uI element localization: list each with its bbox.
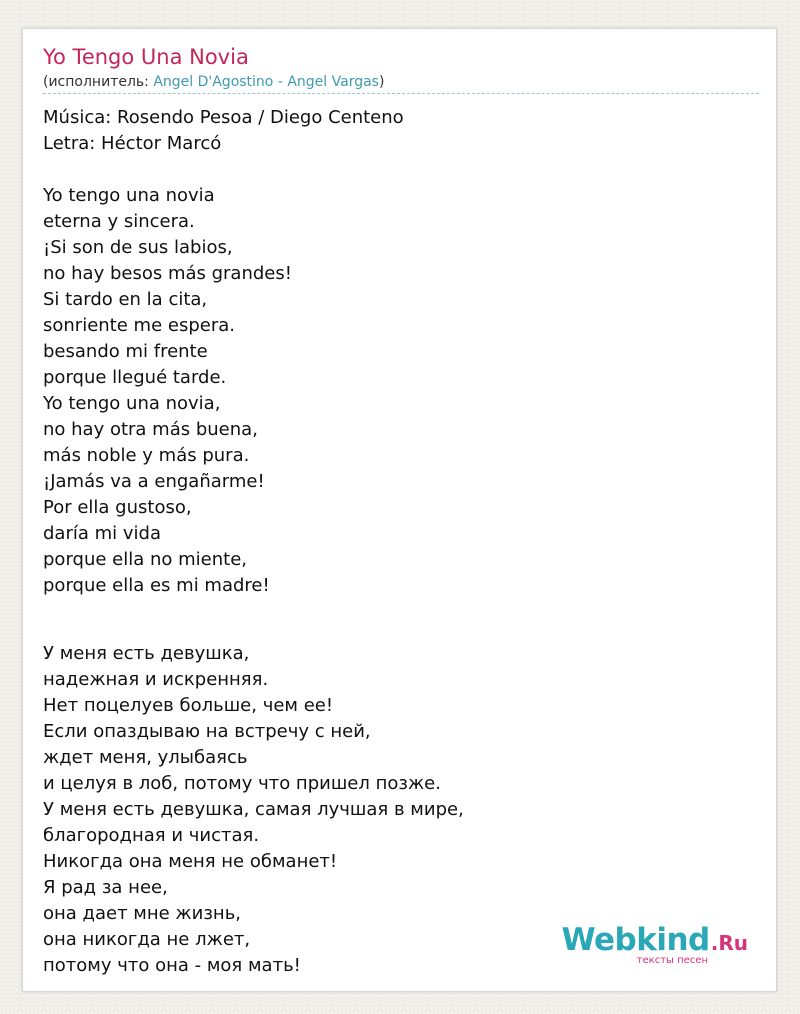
lyric-line-es: más noble y más pura. (43, 445, 250, 466)
lyric-line-ru: Никогда она меня не обманет! (43, 851, 338, 872)
stanza-gap (43, 625, 464, 641)
performer-link-vargas[interactable]: Angel Vargas (287, 74, 379, 90)
performer-suffix: ) (378, 74, 385, 90)
lyric-line-es: besando mi frente (43, 341, 208, 362)
lyric-line-es: porque ella es mi madre! (43, 575, 270, 596)
lyric-line-ru: Если опаздываю на встречу с ней, (43, 721, 371, 742)
lyric-line-ru: и целуя в лоб, потому что пришел позже. (43, 773, 441, 794)
logo-tld: .Ru (710, 931, 748, 955)
lyric-line-es: Por ella gustoso, (43, 497, 192, 518)
song-title: Yo Tengo Una Novia (43, 45, 249, 69)
lyric-line-ru: Я рад за нее, (43, 877, 168, 898)
performer-separator: - (273, 74, 288, 90)
logo-word: Webkind (561, 922, 710, 958)
lyric-line-ru: У меня есть девушка, самая лучшая в мире, (43, 799, 464, 820)
credit-lyrics: Letra: Héctor Marcó (43, 133, 222, 154)
webkind-logo[interactable] (548, 923, 748, 967)
lyric-line-es: Yo tengo una novia, (43, 393, 221, 414)
credit-music: Música: Rosendo Pesoa / Diego Centeno (43, 107, 404, 128)
stanza-gap (43, 157, 464, 183)
performer-prefix: (исполнитель: (43, 74, 154, 90)
stanza-gap (43, 599, 464, 625)
lyric-line-ru: благородная и чистая. (43, 825, 260, 846)
lyric-line-es: ¡Jamás va a engañarme! (43, 471, 265, 492)
lyric-line-es: no hay otra más buena, (43, 419, 258, 440)
lyric-line-es: no hay besos más grandes! (43, 263, 292, 284)
lyric-line-es: sonriente me espera. (43, 315, 235, 336)
lyric-line-es: daría mi vida (43, 523, 161, 544)
logo-subtitle: тексты песен (636, 955, 708, 966)
lyric-line-ru: потому что она - моя мать! (43, 955, 301, 976)
lyric-line-ru: Нет поцелуев больше, чем ее! (43, 695, 334, 716)
lyrics-card (22, 28, 777, 992)
lyrics-body (43, 105, 464, 979)
dashed-divider (43, 93, 759, 94)
lyric-line-es: ¡Si son de sus labios, (43, 237, 233, 258)
lyric-line-es: Si tardo en la cita, (43, 289, 208, 310)
lyric-line-ru: У меня есть девушка, (43, 643, 250, 664)
lyric-line-es: porque llegué tarde. (43, 367, 227, 388)
lyric-line-es: porque ella no miente, (43, 549, 247, 570)
lyric-line-es: Yo tengo una novia (43, 185, 215, 206)
performer-link-dagostino[interactable]: Angel D'Agostino (153, 74, 274, 90)
lyric-line-ru: она дает мне жизнь, (43, 903, 242, 924)
lyric-line-ru: она никогда не лжет, (43, 929, 251, 950)
performer-line (43, 73, 384, 91)
lyric-line-ru: надежная и искренняя. (43, 669, 269, 690)
lyric-line-es: eterna y sincera. (43, 211, 195, 232)
lyric-line-ru: ждет меня, улыбаясь (43, 747, 248, 768)
